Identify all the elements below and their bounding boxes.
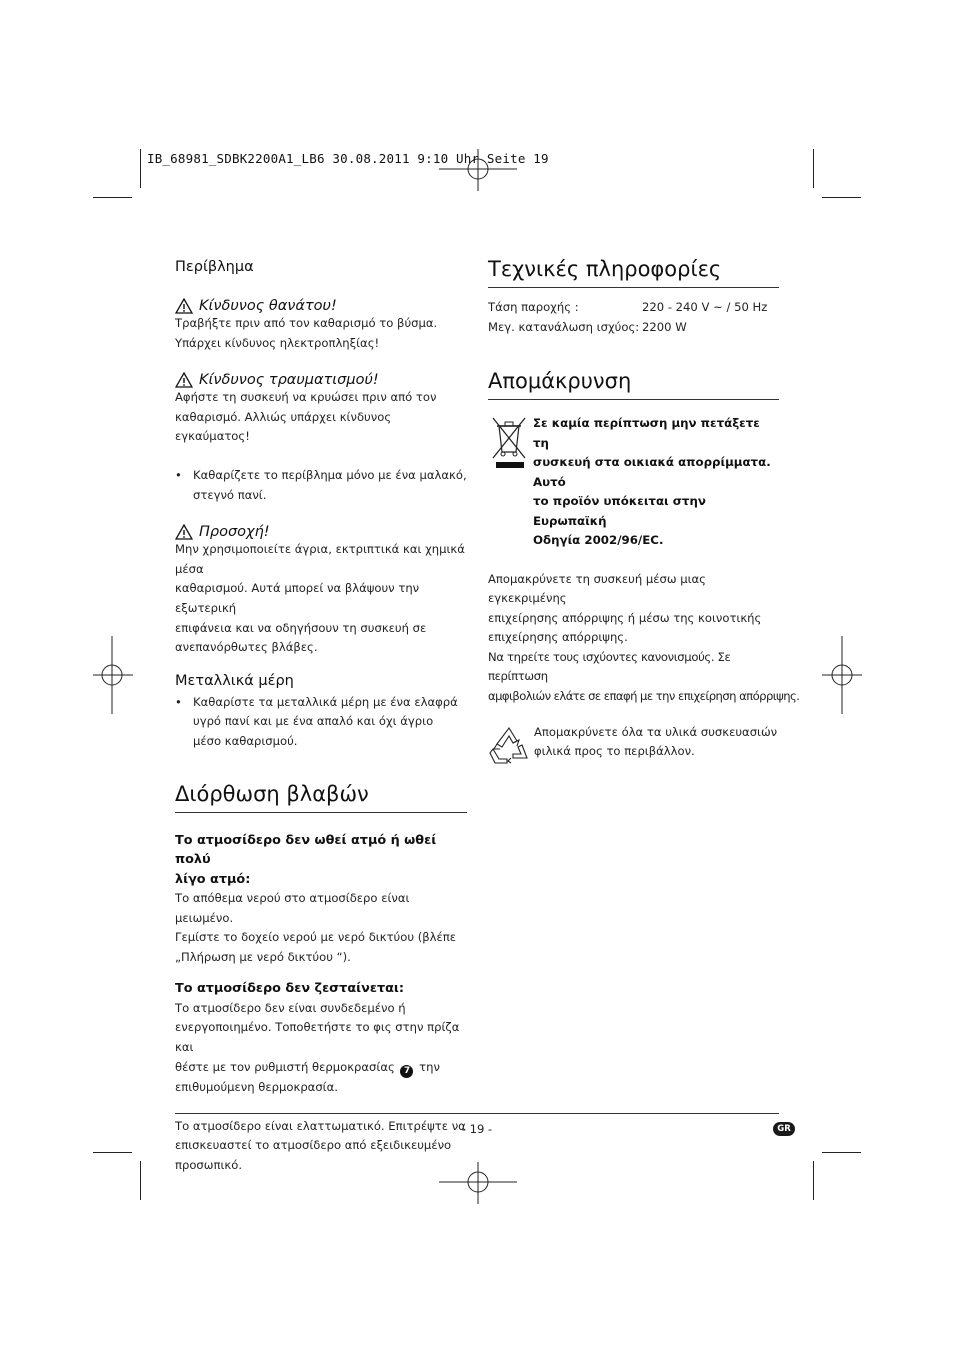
spec-table	[488, 298, 779, 337]
footer-rule	[175, 1113, 779, 1114]
text-line: Το ατμοσίδερο είναι ελαττωματικό. Επιτρέψτε να	[175, 1118, 466, 1133]
page-number: - 19 -	[461, 1122, 493, 1136]
warning-title: Κίνδυνος θανάτου!	[199, 298, 337, 314]
problem-not-heating: Το ατμοσίδερο δεν ζεσταίνεται:	[175, 981, 405, 997]
warning-danger-of-death	[175, 298, 467, 314]
crop-mark	[822, 197, 861, 198]
text-line: Υπάρχει κίνδυνος ηλεκτροπληξίας!	[175, 335, 380, 350]
text-line: Καθαρίζετε το περίβλημα μόνο με ένα μαλακό,	[193, 467, 467, 482]
text-line: „Πλήρωση με νερό δικτύου “).	[175, 949, 351, 964]
text-line: Σε καμία περίπτωση μην πετάξετε τη	[533, 416, 760, 450]
recycling-text	[534, 723, 777, 762]
text-line: συσκευή στα οικιακά απορρίμματα. Αυτό	[533, 455, 771, 489]
text-line: ενεργοποιημένο. Τοποθετήστε το φις στην πρίζα και	[175, 1020, 460, 1055]
warning-text	[175, 314, 467, 353]
crop-mark	[140, 1161, 141, 1200]
right-column	[488, 257, 800, 765]
disposal-paragraph	[488, 570, 800, 707]
bullet-symbol: •	[175, 467, 182, 482]
registration-mark-right	[822, 636, 862, 714]
left-column	[175, 259, 467, 1175]
warning-injury	[175, 372, 467, 388]
text-line: καθαρισμού. Αυτά μπορεί να βλάψουν την εξωτερική	[175, 581, 420, 615]
text-line: καθαρισμό. Αλλιώς υπάρχει κίνδυνος εγκαύματος!	[175, 409, 392, 444]
circled-number: 7	[403, 1065, 411, 1076]
spec-value: 2200 W	[642, 319, 687, 334]
crop-mark	[822, 1152, 861, 1153]
text-line: Να τηρείτε τους ισχύοντες κανονισμούς. Σε περίπτωση	[488, 649, 731, 684]
text-line: επισκευαστεί το ατμοσίδερο από εξειδικευμένο	[175, 1138, 452, 1153]
crossed-out-bin-icon	[488, 414, 532, 470]
language-badge	[773, 1122, 795, 1136]
crop-mark	[813, 1161, 814, 1200]
circled-number-icon	[400, 1065, 413, 1078]
warning-title: Προσοχή!	[199, 524, 270, 541]
section-metal-title: Μεταλλικά μέρη	[175, 672, 294, 689]
heading-troubleshooting: Διόρθωση βλαβών	[175, 782, 467, 813]
text-line: στεγνό πανί.	[193, 487, 267, 502]
text-line: Μην χρησιμοποιείτε άγρια, εκτριπτικά και χημικά μέσα	[175, 542, 465, 576]
text-line: μέσο καθαρισμού.	[193, 733, 298, 748]
warning-triangle-icon	[175, 524, 193, 540]
language-code: GR	[777, 1124, 791, 1134]
text-line	[175, 1058, 467, 1078]
problem-no-steam	[175, 831, 467, 890]
crop-mark	[813, 149, 814, 188]
warning-text	[175, 388, 467, 447]
weee-notice	[488, 414, 779, 551]
text-span: την	[419, 1059, 440, 1074]
weee-notice-text	[533, 414, 779, 551]
registration-mark-left	[93, 636, 133, 714]
spec-value: 220 - 240 V ~ / 50 Hz	[642, 300, 768, 314]
text-line: λίγο ατμό:	[175, 871, 251, 887]
crop-mark	[93, 1152, 132, 1153]
text-line: Απομακρύνετε τη συσκευή μέσω μιας εγκεκριμένης	[488, 571, 706, 606]
text-line: προσωπικό.	[175, 1157, 243, 1172]
bullet-housing	[175, 466, 467, 505]
text-span: θέστε με τον ρυθμιστή θερμοκρασίας	[175, 1059, 395, 1074]
warning-caution	[175, 524, 467, 540]
text-line: Αφήστε τη συσκευή να κρυώσει πριν από τον	[175, 390, 437, 405]
text-line: επιχείρησης απόρριψης.	[488, 630, 628, 645]
spec-row-power	[488, 318, 779, 338]
text-line: Οδηγία 2002/96/EC.	[533, 533, 664, 547]
text-line: ανεπανόρθωτες βλάβες.	[175, 640, 318, 655]
warning-text	[175, 540, 467, 658]
solution-not-heating	[175, 999, 467, 1098]
text-line: Το ατμοσίδερο δεν είναι συνδεδεμένο ή	[175, 1000, 406, 1015]
crop-mark	[140, 149, 141, 188]
recycling-notice	[488, 725, 779, 765]
bullet-symbol: •	[175, 694, 182, 709]
spec-label: Μεγ. κατανάλωση ισχύος:	[488, 319, 640, 334]
text-line: επιθυμούμενη θερμοκρασία.	[175, 1079, 338, 1094]
spec-label: Τάση παροχής :	[488, 300, 579, 314]
heading-disposal: Απομάκρυνση	[488, 369, 779, 400]
text-line: φιλικά προς το περιβάλλον.	[534, 744, 695, 759]
warning-triangle-icon	[175, 372, 193, 388]
text-line: Απομακρύνετε όλα τα υλικά συσκευασιών	[534, 724, 778, 739]
heading-tech-info: Τεχνικές πληροφορίες	[488, 257, 779, 288]
solution-no-steam	[175, 889, 467, 967]
warning-title: Κίνδυνος τραυματισμού!	[199, 372, 379, 389]
text-line: Το ατμοσίδερο δεν ωθεί ατμό ή ωθεί πολύ	[175, 832, 437, 867]
solution-defective	[175, 1117, 467, 1176]
text-line: Το απόθεμα νερού στο ατμοσίδερο είναι μειωμένο.	[175, 891, 410, 925]
crop-mark	[93, 197, 132, 198]
text-line: υγρό πανί και με ένα απαλό και όχι άγριο	[193, 714, 434, 729]
text-line: αμφιβολιών ελάτε σε επαφή με την επιχείρηση απόρριψης.	[488, 689, 800, 704]
text-line: το προϊόν υπόκειται στην Ευρωπαϊκή	[533, 494, 706, 528]
bullet-metal	[175, 693, 467, 752]
section-housing-title: Περίβλημα	[175, 259, 254, 275]
print-header: IB_68981_SDBK2200A1_LB6 30.08.2011 9:10 Uhr Seite 19	[147, 151, 549, 166]
recycling-icon	[488, 725, 530, 765]
text-line: επιχείρησης απόρριψης ή μέσω της κοινοτικής	[488, 610, 762, 625]
text-line: Τραβήξτε πριν από τον καθαρισμό το βύσμα.	[175, 316, 438, 330]
spec-row-voltage	[488, 298, 779, 318]
warning-triangle-icon	[175, 298, 193, 314]
text-line: επιφάνεια και να οδηγήσουν τη συσκευή σε	[175, 620, 427, 635]
text-line: Γεμίστε το δοχείο νερού με νερό δικτύου (βλέπε	[175, 930, 457, 945]
text-line: Καθαρίστε τα μεταλλικά μέρη με ένα ελαφρά	[193, 694, 458, 709]
